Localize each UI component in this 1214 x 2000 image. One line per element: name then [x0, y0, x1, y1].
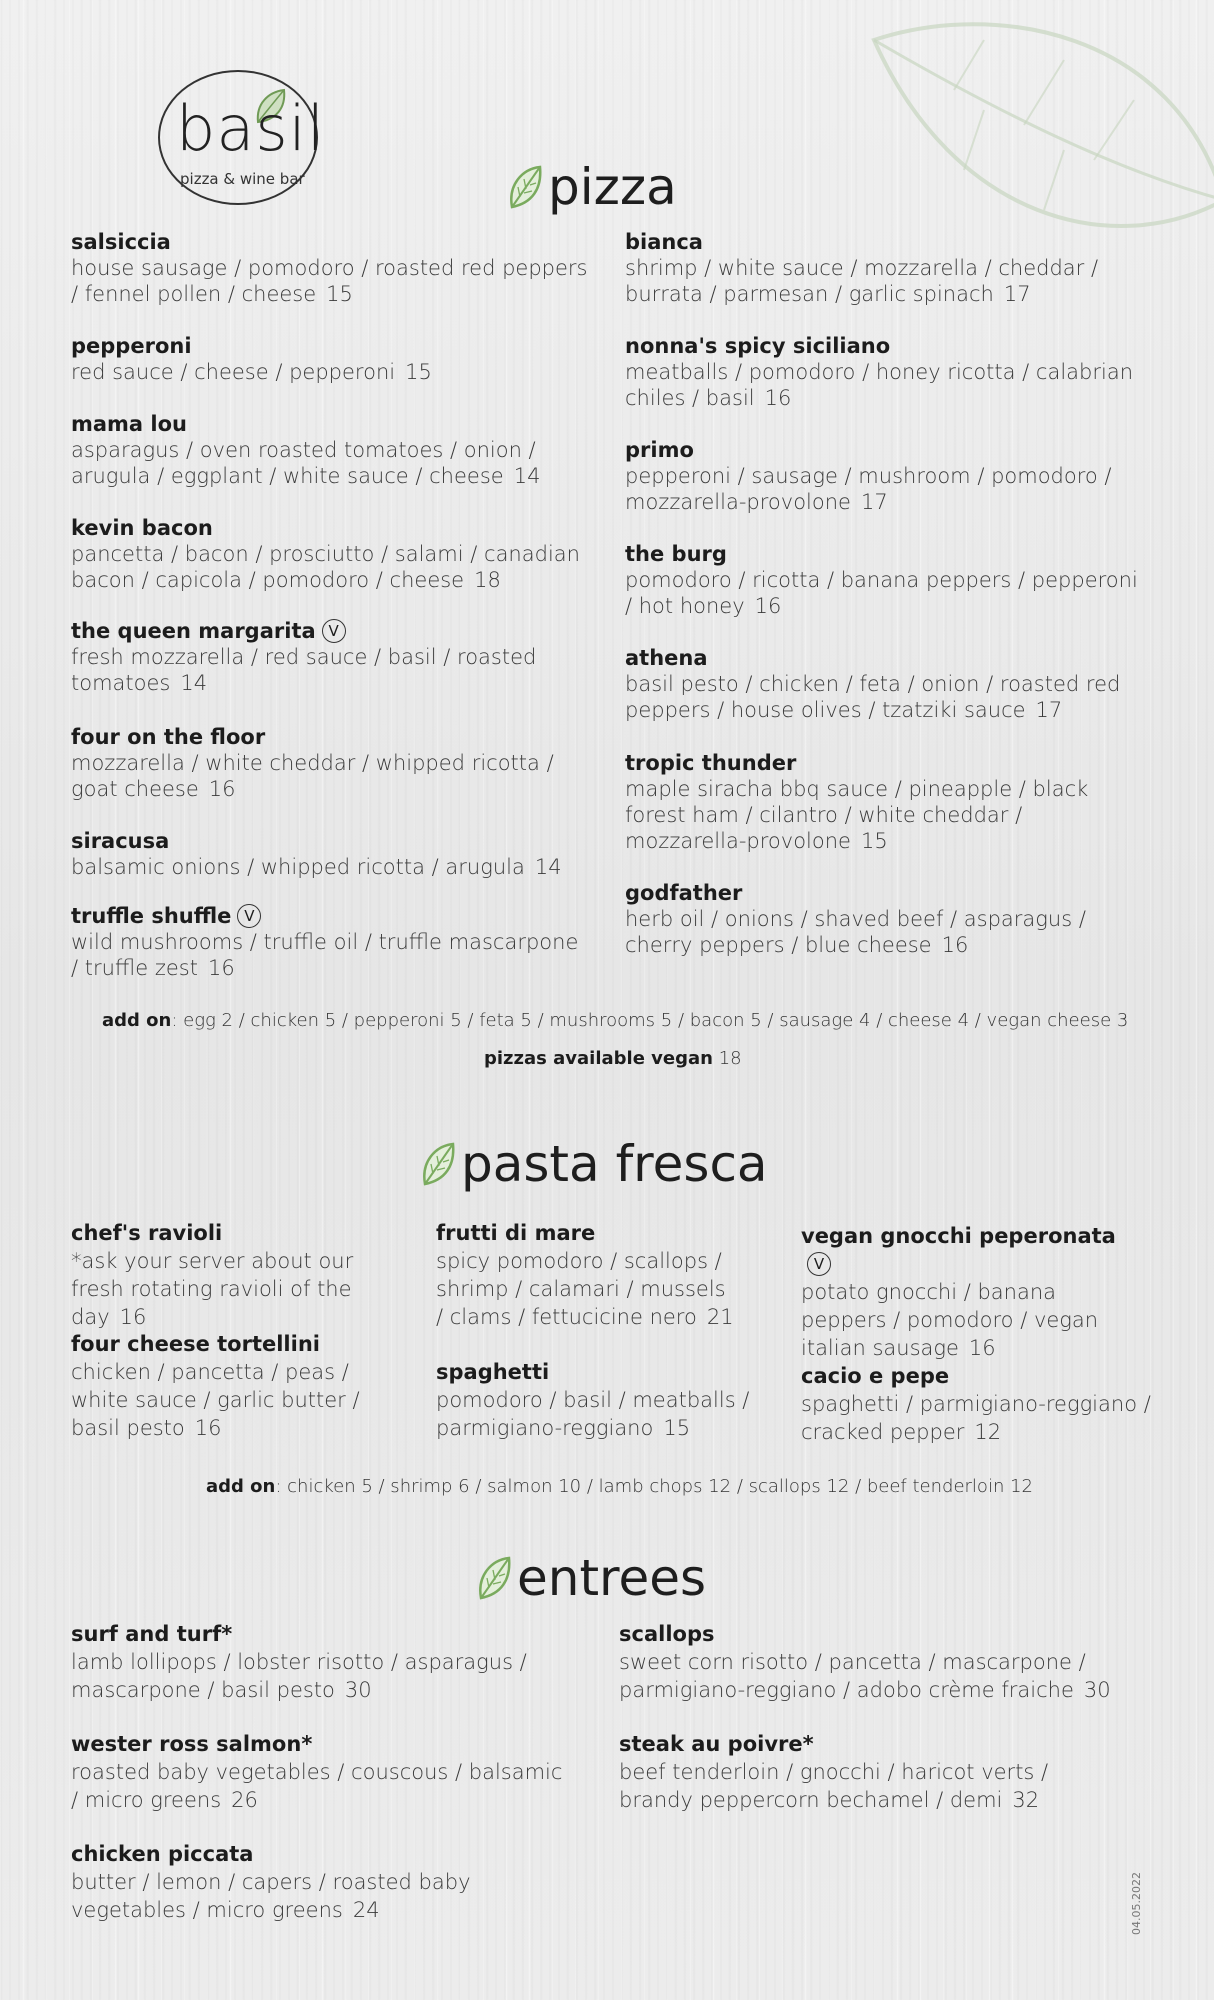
item-price: 24: [352, 1898, 380, 1922]
item-name: the burg: [625, 542, 727, 566]
addon-label: add on: [102, 1010, 172, 1031]
menu-item: [71, 333, 591, 385]
item-name: surf and turf*: [71, 1622, 233, 1646]
menu-item: [71, 724, 591, 802]
leaf-icon: [421, 1140, 457, 1188]
menu-item: [625, 880, 1145, 958]
leaf-icon: [477, 1554, 513, 1602]
logo: [158, 70, 326, 210]
item-description: pomodoro / basil / meatballs / parmigiano-reggiano: [436, 1388, 750, 1440]
addon-label: add on: [206, 1476, 276, 1497]
pizza-addon-note: [102, 1010, 1128, 1031]
item-description: meatballs / pomodoro / honey ricotta / calabrian chiles / basil: [625, 360, 1134, 410]
item-description: lamb lollipops / lobster risotto / asparagus / mascarpone / basil pesto: [71, 1650, 527, 1702]
item-price: 16: [941, 933, 969, 957]
item-name: steak au poivre*: [619, 1732, 814, 1756]
menu-item: [71, 1219, 411, 1331]
menu-item: [71, 1620, 551, 1704]
menu-item: [436, 1219, 736, 1331]
logo-subtitle: pizza & wine bar: [180, 170, 305, 188]
item-price: 14: [180, 671, 208, 695]
item-price: 15: [326, 282, 353, 306]
item-description: maple siracha bbq sauce / pineapple / black forest ham / cilantro / white cheddar / mozzarella-provolone: [625, 777, 1089, 853]
item-price: 18: [474, 568, 501, 592]
logo-word: basil: [176, 92, 326, 165]
pasta-addon-note: [206, 1476, 1033, 1497]
item-name: siracusa: [71, 829, 170, 853]
item-price: 16: [208, 777, 236, 801]
item-description: butter / lemon / capers / roasted baby vegetables / micro greens: [71, 1870, 471, 1922]
vegan-icon: V: [322, 619, 346, 643]
item-name: primo: [625, 438, 694, 462]
menu-item: [71, 1840, 591, 1924]
item-name: chicken piccata: [71, 1842, 254, 1866]
item-description: *ask your server about our fresh rotating ravioli of the day: [71, 1249, 354, 1329]
item-description: chicken / pancetta / peas / white sauce / garlic butter / basil pesto: [71, 1360, 360, 1440]
leaf-icon: [508, 163, 544, 211]
item-name: four on the floor: [71, 725, 266, 749]
item-description: fresh mozzarella / red sauce / basil / roasted tomatoes: [71, 645, 537, 695]
item-description: mozzarella / white cheddar / whipped ricotta / goat cheese: [71, 751, 554, 801]
menu-item: [619, 1730, 1119, 1814]
item-name: kevin bacon: [71, 516, 213, 540]
item-price: 16: [968, 1336, 996, 1360]
menu-item: [801, 1362, 1161, 1446]
menu-item: [71, 411, 591, 489]
item-price: 15: [860, 829, 888, 853]
item-description: basil pesto / chicken / feta / onion / roasted red peppers / house olives / tzatziki sauce: [625, 672, 1121, 722]
item-name: wester ross salmon*: [71, 1732, 313, 1756]
item-description: pomodoro / ricotta / banana peppers / pepperoni / hot honey: [625, 568, 1138, 618]
menu-item: [625, 750, 1145, 854]
print-date: 04.05.2022: [1130, 1872, 1143, 1935]
menu-item: [619, 1620, 1119, 1704]
item-price: 30: [1083, 1678, 1111, 1702]
item-price: 15: [663, 1416, 691, 1440]
menu-item: [625, 645, 1145, 723]
menu-item: [625, 229, 1145, 307]
item-name: frutti di mare: [436, 1221, 596, 1245]
menu-item: [436, 1358, 756, 1442]
addon-text: : egg 2 / chicken 5 / pepperoni 5 / feta 5 / mushrooms 5 / bacon 5 / sausage 4 / cheese 4 / vegan cheese 3: [171, 1010, 1129, 1031]
item-name: vegan gnocchi peperonata: [801, 1224, 1116, 1248]
item-price: 16: [764, 386, 792, 410]
item-name: the queen margarita: [71, 619, 316, 643]
item-price: 15: [405, 360, 432, 384]
item-price: 16: [207, 956, 235, 980]
item-price: 17: [1035, 698, 1063, 722]
menu-item: [625, 541, 1145, 619]
section-title-text: pizza: [548, 158, 677, 216]
item-description: pepperoni / sausage / mushroom / pomodoro / mozzarella-provolone: [625, 464, 1112, 514]
menu-item: [801, 1222, 1131, 1362]
item-description: roasted baby vegetables / couscous / balsamic / micro greens: [71, 1760, 563, 1812]
item-name: godfather: [625, 881, 743, 905]
item-name: four cheese tortellini: [71, 1332, 320, 1356]
item-description: pancetta / bacon / prosciutto / salami / canadian bacon / capicola / pomodoro / cheese: [71, 542, 580, 592]
vegan-pizza-price: 18: [718, 1048, 742, 1069]
menu-item: [71, 828, 591, 880]
vegan-pizza-label: pizzas available vegan: [484, 1048, 713, 1069]
item-price: 17: [860, 490, 888, 514]
item-name: bianca: [625, 230, 703, 254]
addon-text: : chicken 5 / shrimp 6 / salmon 10 / lamb chops 12 / scallops 12 / beef tenderloin 12: [275, 1476, 1033, 1497]
entrees-section-title: [477, 1549, 706, 1607]
item-description: red sauce / cheese / pepperoni: [71, 360, 396, 384]
item-price: 16: [119, 1305, 147, 1329]
item-description: shrimp / white sauce / mozzarella / cheddar / burrata / parmesan / garlic spinach: [625, 256, 1099, 306]
item-name: cacio e pepe: [801, 1364, 950, 1388]
menu-item: [71, 229, 591, 307]
item-price: 21: [706, 1305, 734, 1329]
item-name: athena: [625, 646, 708, 670]
item-description: asparagus / oven roasted tomatoes / onion / arugula / eggplant / white sauce / cheese: [71, 438, 536, 488]
item-description: sweet corn risotto / pancetta / mascarpone / parmigiano-reggiano / adobo crème fraiche: [619, 1650, 1086, 1702]
item-description: beef tenderloin / gnocchi / haricot verts / brandy peppercorn bechamel / demi: [619, 1760, 1049, 1812]
item-description: spaghetti / parmigiano-reggiano / cracked pepper: [801, 1392, 1151, 1444]
item-name: scallops: [619, 1622, 715, 1646]
menu-item: [625, 333, 1145, 411]
section-title-text: entrees: [517, 1549, 707, 1607]
item-name: mama lou: [71, 412, 187, 436]
item-price: 16: [754, 594, 782, 618]
item-price: 32: [1012, 1788, 1040, 1812]
item-price: 14: [513, 464, 541, 488]
item-name: spaghetti: [436, 1360, 550, 1384]
item-price: 17: [1003, 282, 1031, 306]
menu-item: [71, 1730, 571, 1814]
item-price: 26: [231, 1788, 258, 1812]
menu-item: [71, 515, 591, 593]
pizza-section-title: [508, 158, 677, 216]
menu-item: [71, 618, 591, 696]
item-name: chef's ravioli: [71, 1221, 223, 1245]
section-title-text: pasta fresca: [461, 1135, 768, 1193]
item-description: wild mushrooms / truffle oil / truffle mascarpone / truffle zest: [71, 930, 579, 980]
item-name: pepperoni: [71, 334, 192, 358]
item-name: nonna's spicy siciliano: [625, 334, 891, 358]
item-name: truffle shuffle: [71, 904, 232, 928]
menu-item: [71, 903, 591, 981]
item-price: 14: [534, 855, 562, 879]
item-description: balsamic onions / whipped ricotta / arugula: [71, 855, 525, 879]
pasta-section-title: [421, 1135, 768, 1193]
item-price: 12: [974, 1420, 1002, 1444]
item-description: herb oil / onions / shaved beef / asparagus / cherry peppers / blue cheese: [625, 907, 1086, 957]
item-description: spicy pomodoro / scallops / shrimp / calamari / mussels / clams / fettucicine nero: [436, 1249, 726, 1329]
vegan-pizza-note: [484, 1048, 742, 1069]
item-price: 30: [344, 1678, 372, 1702]
menu-item: [71, 1330, 371, 1442]
item-price: 16: [194, 1416, 222, 1440]
item-description: potato gnocchi / banana peppers / pomodoro / vegan italian sausage: [801, 1280, 1099, 1360]
item-name: salsiccia: [71, 230, 171, 254]
vegan-icon: V: [807, 1252, 831, 1276]
vegan-icon: V: [237, 904, 261, 928]
menu-item: [625, 437, 1145, 515]
item-description: house sausage / pomodoro / roasted red peppers / fennel pollen / cheese: [71, 256, 588, 306]
item-name: tropic thunder: [625, 751, 797, 775]
